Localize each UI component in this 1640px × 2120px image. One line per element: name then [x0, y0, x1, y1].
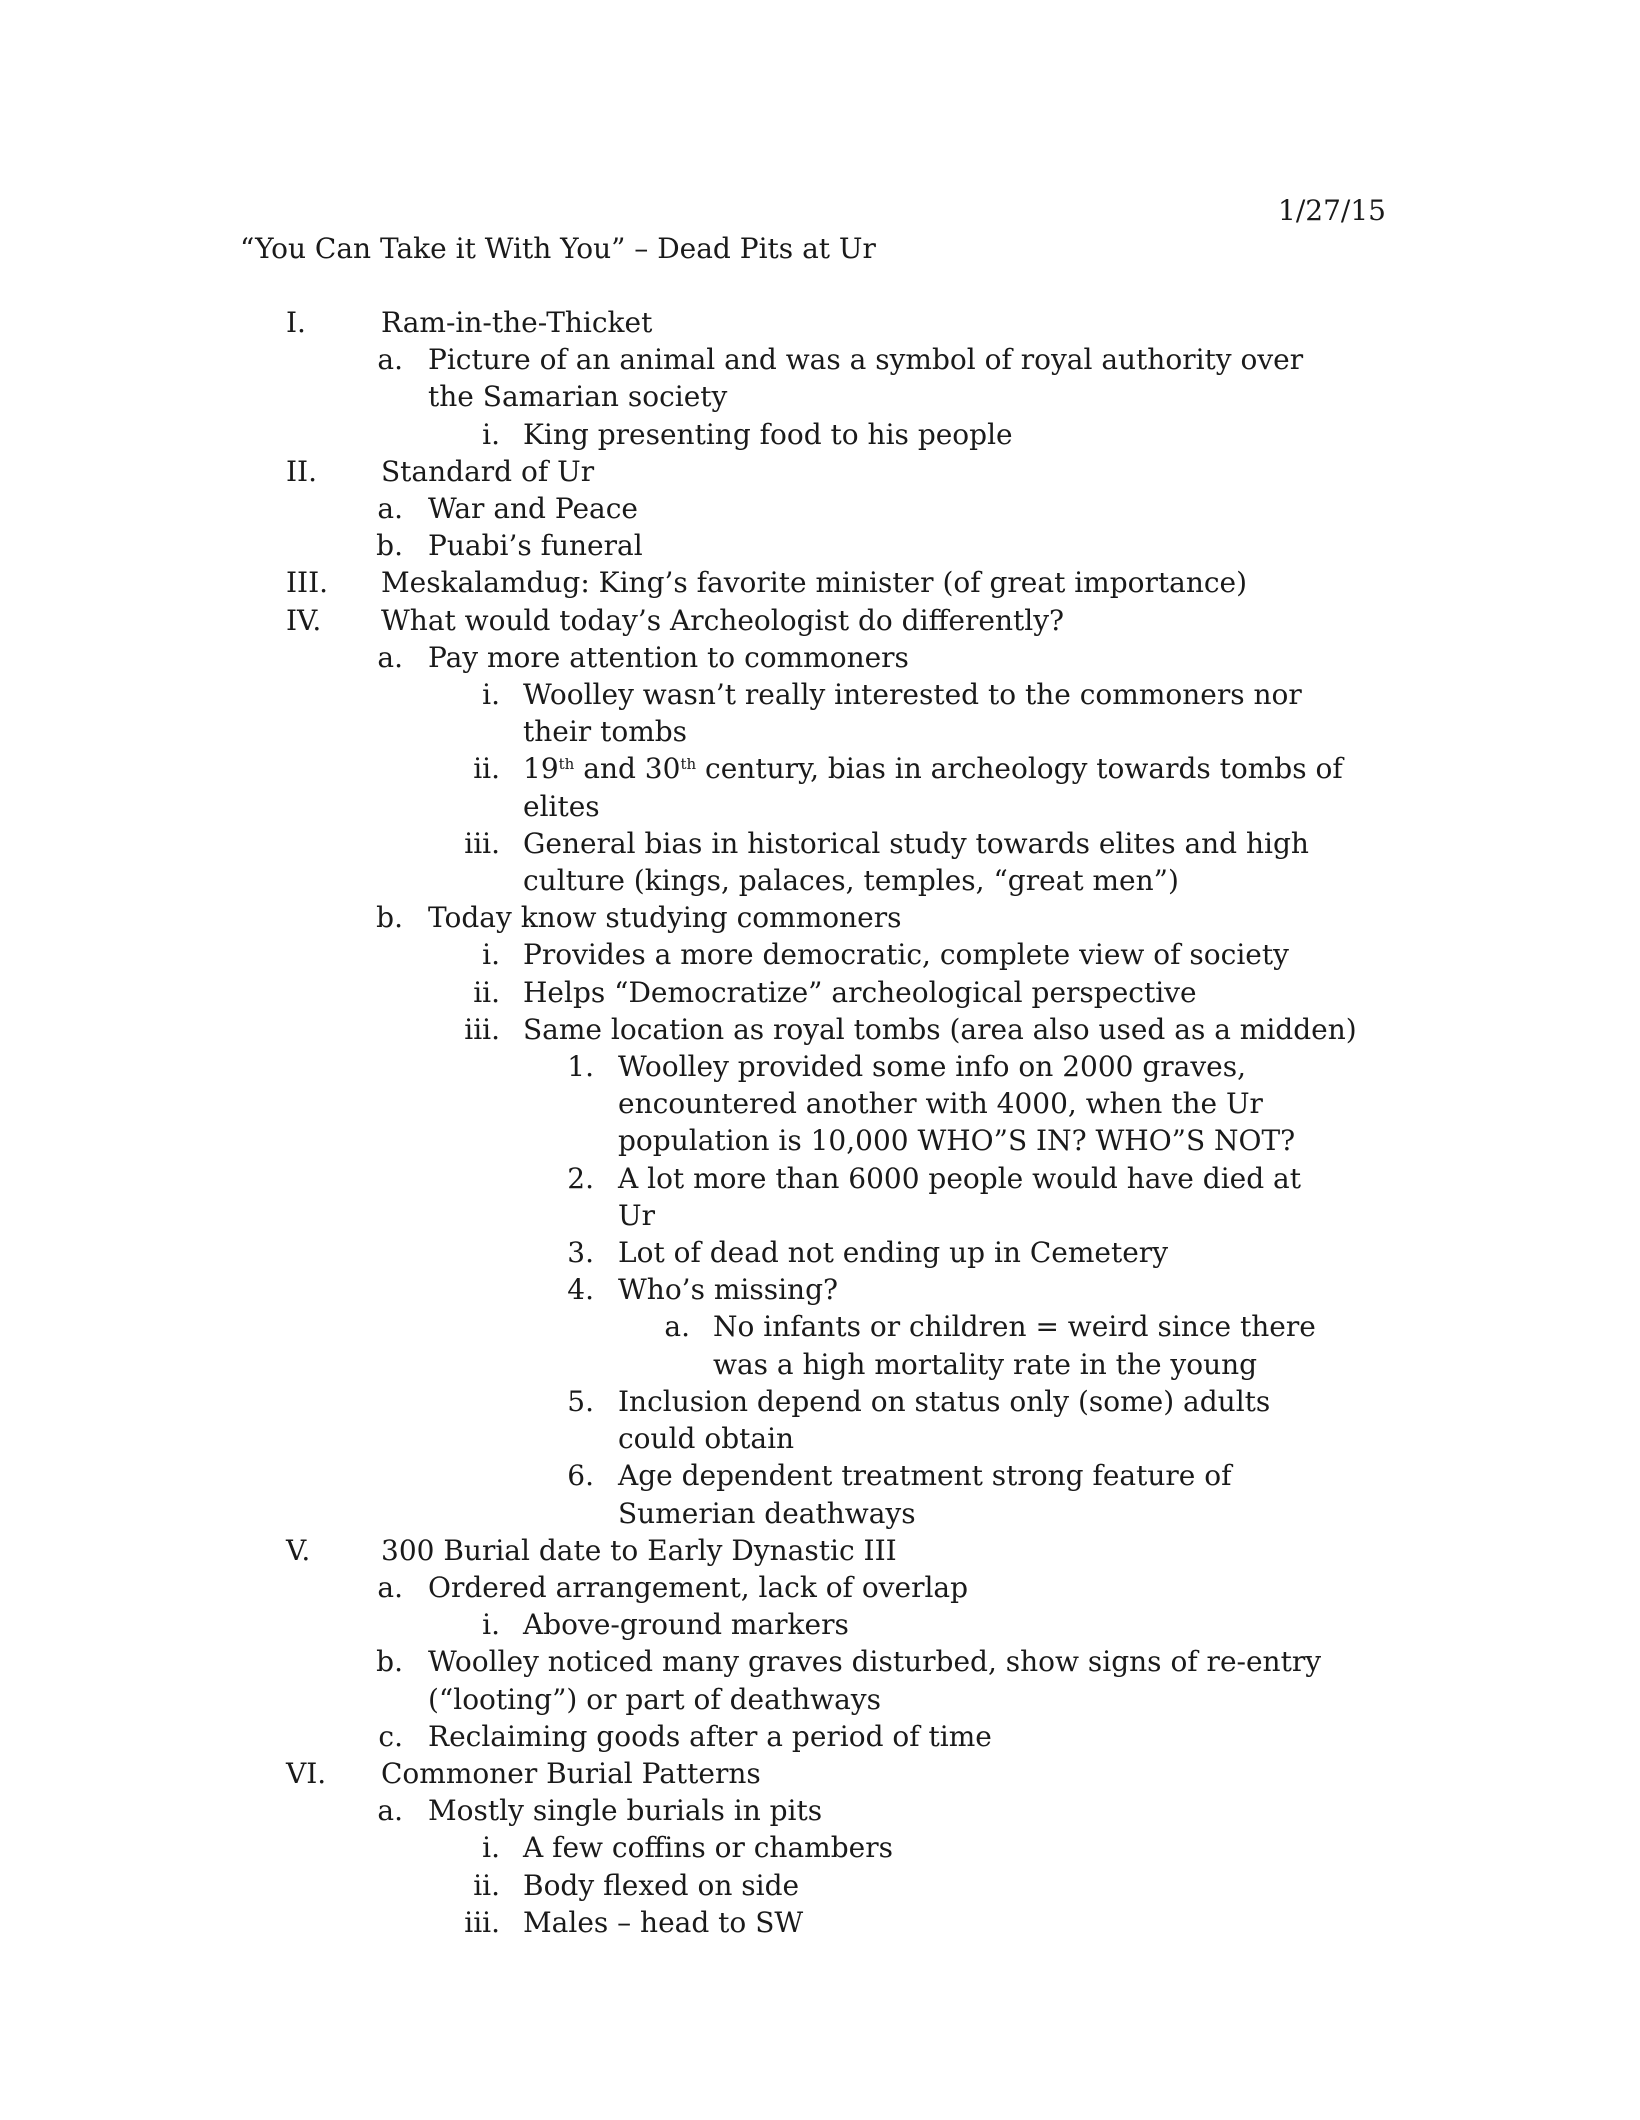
- outline-text: Body flexed on side: [523, 1868, 800, 1902]
- outline-item-level-0: [0, 304, 1640, 341]
- outline-item-level-1: [0, 490, 1640, 527]
- outline-item-level-2: [0, 1904, 1640, 1941]
- outline-item-level-1: [0, 1569, 1640, 1606]
- outline-marker: ii.: [473, 752, 500, 786]
- outline-marker: III.: [286, 566, 329, 600]
- outline-marker: iii.: [464, 826, 500, 860]
- outline-item-level-2: [0, 974, 1640, 1011]
- outline-text: No infants or children = weird since there was a high mortality rate in the young: [713, 1310, 1316, 1381]
- outline-item-level-1: [0, 1718, 1640, 1755]
- outline-marker: 4.: [567, 1273, 594, 1307]
- outline-text: Helps “Democratize” archeological perspective: [523, 975, 1197, 1009]
- outline-item-level-2: [0, 1606, 1640, 1643]
- outline-text: Above-ground markers: [523, 1608, 849, 1642]
- outline-text: 19th and 30th century, bias in archeology towards tombs of elites: [523, 752, 1343, 823]
- outline-text: A few coffins or chambers: [523, 1831, 893, 1865]
- outline-marker: i.: [482, 417, 500, 451]
- outline-text: Commoner Burial Patterns: [381, 1756, 761, 1790]
- outline-marker: a.: [377, 492, 403, 526]
- notes-outline: [0, 304, 1640, 1941]
- outline-text: Ordered arrangement, lack of overlap: [428, 1570, 969, 1604]
- outline-marker: i.: [482, 1608, 500, 1642]
- outline-marker: a.: [377, 343, 403, 377]
- outline-text: War and Peace: [428, 492, 638, 526]
- outline-marker: 5.: [567, 1384, 594, 1418]
- document-title: “You Can Take it With You” – Dead Pits at Ur: [240, 232, 876, 265]
- outline-item-level-2: [0, 750, 1640, 824]
- outline-text: Inclusion depend on status only (some) adults could obtain: [618, 1384, 1271, 1456]
- outline-marker: b.: [376, 529, 403, 563]
- outline-marker: iii.: [464, 1905, 500, 1939]
- outline-text: General bias in historical study towards elites and high culture (kings, palaces, temples, “great men”): [523, 826, 1309, 898]
- outline-text: Ram-in-the-Thicket: [381, 306, 653, 339]
- outline-item-level-3: [0, 1383, 1640, 1457]
- outline-text: Woolley noticed many graves disturbed, show signs of re-entry (“looting”) or part of deathways: [428, 1645, 1322, 1716]
- outline-item-level-1: [0, 1643, 1640, 1717]
- outline-text: Meskalamdug: King’s favorite minister (of great importance): [381, 566, 1248, 600]
- outline-text: Woolley provided some info on 2000 graves, encountered another with 4000, when the Ur population is 10,000 WHO”S IN? WHO”S NOT?: [618, 1050, 1296, 1158]
- outline-item-level-0: [0, 453, 1640, 490]
- outline-marker: b.: [376, 1645, 403, 1679]
- outline-text: King presenting food to his people: [523, 417, 1013, 451]
- outline-marker: ii.: [473, 975, 500, 1009]
- outline-marker: II.: [286, 454, 318, 488]
- outline-text: Picture of an animal and was a symbol of royal authority over the Samarian society: [428, 343, 1304, 414]
- outline-text: Woolley wasn’t really interested to the commoners nor their tombs: [523, 678, 1302, 749]
- outline-marker: 6.: [567, 1459, 594, 1493]
- outline-item-level-3: [0, 1048, 1640, 1160]
- outline-marker: a.: [377, 640, 403, 674]
- outline-marker: ii.: [473, 1868, 500, 1902]
- outline-marker: a.: [377, 1794, 403, 1828]
- outline-text: Puabi’s funeral: [428, 529, 643, 563]
- outline-item-level-3: [0, 1457, 1640, 1531]
- outline-text: What would today’s Archeologist do differently?: [381, 603, 1065, 637]
- outline-marker: i.: [482, 1831, 500, 1865]
- outline-text: 300 Burial date to Early Dynastic III: [381, 1533, 897, 1567]
- outline-text: Same location as royal tombs (area also used as a midden): [523, 1012, 1357, 1046]
- outline-item-level-2: [0, 825, 1640, 899]
- outline-item-level-2: [0, 936, 1640, 973]
- outline-item-level-1: [0, 899, 1640, 936]
- outline-item-level-3: [0, 1234, 1640, 1271]
- outline-text: Standard of Ur: [381, 454, 595, 488]
- outline-item-level-2: [0, 1867, 1640, 1904]
- outline-item-level-0: [0, 564, 1640, 601]
- outline-text: Reclaiming goods after a period of time: [428, 1719, 992, 1753]
- outline-text: Lot of dead not ending up in Cemetery: [618, 1236, 1169, 1270]
- outline-item-level-4: [0, 1308, 1640, 1382]
- outline-marker: V.: [286, 1533, 311, 1567]
- outline-text: A lot more than 6000 people would have died at Ur: [618, 1161, 1301, 1232]
- outline-marker: 1.: [567, 1050, 594, 1084]
- outline-item-level-3: [0, 1160, 1640, 1234]
- outline-text: Who’s missing?: [618, 1273, 839, 1307]
- outline-item-level-2: [0, 676, 1640, 750]
- outline-marker: a.: [377, 1570, 403, 1604]
- outline-item-level-0: [0, 602, 1640, 639]
- outline-marker: a.: [664, 1310, 690, 1344]
- outline-marker: b.: [376, 901, 403, 935]
- outline-marker: VI.: [286, 1756, 327, 1790]
- outline-item-level-1: [0, 527, 1640, 564]
- outline-item-level-0: [0, 1532, 1640, 1569]
- outline-marker: I.: [286, 306, 306, 339]
- document-date: 1/27/15: [1278, 194, 1386, 227]
- outline-marker: iii.: [464, 1012, 500, 1046]
- outline-text: Age dependent treatment strong feature of Sumerian deathways: [618, 1459, 1232, 1530]
- outline-marker: 3.: [567, 1236, 594, 1270]
- outline-item-level-2: [0, 1829, 1640, 1866]
- outline-item-level-1: [0, 639, 1640, 676]
- outline-marker: i.: [482, 678, 500, 712]
- outline-item-level-1: [0, 1792, 1640, 1829]
- outline-item-level-2: [0, 1011, 1640, 1048]
- outline-item-level-0: [0, 1755, 1640, 1792]
- outline-marker: c.: [378, 1719, 403, 1753]
- outline-marker: 2.: [567, 1161, 594, 1195]
- outline-item-level-2: [0, 416, 1640, 453]
- outline-marker: i.: [482, 938, 500, 972]
- outline-text: Today know studying commoners: [428, 901, 902, 935]
- outline-item-level-3: [0, 1271, 1640, 1308]
- outline-text: Provides a more democratic, complete view of society: [523, 938, 1289, 972]
- outline-text: Males – head to SW: [523, 1905, 804, 1939]
- outline-text: Pay more attention to commoners: [428, 640, 909, 674]
- outline-text: Mostly single burials in pits: [428, 1794, 823, 1828]
- outline-marker: IV.: [286, 603, 322, 637]
- outline-item-level-1: [0, 341, 1640, 415]
